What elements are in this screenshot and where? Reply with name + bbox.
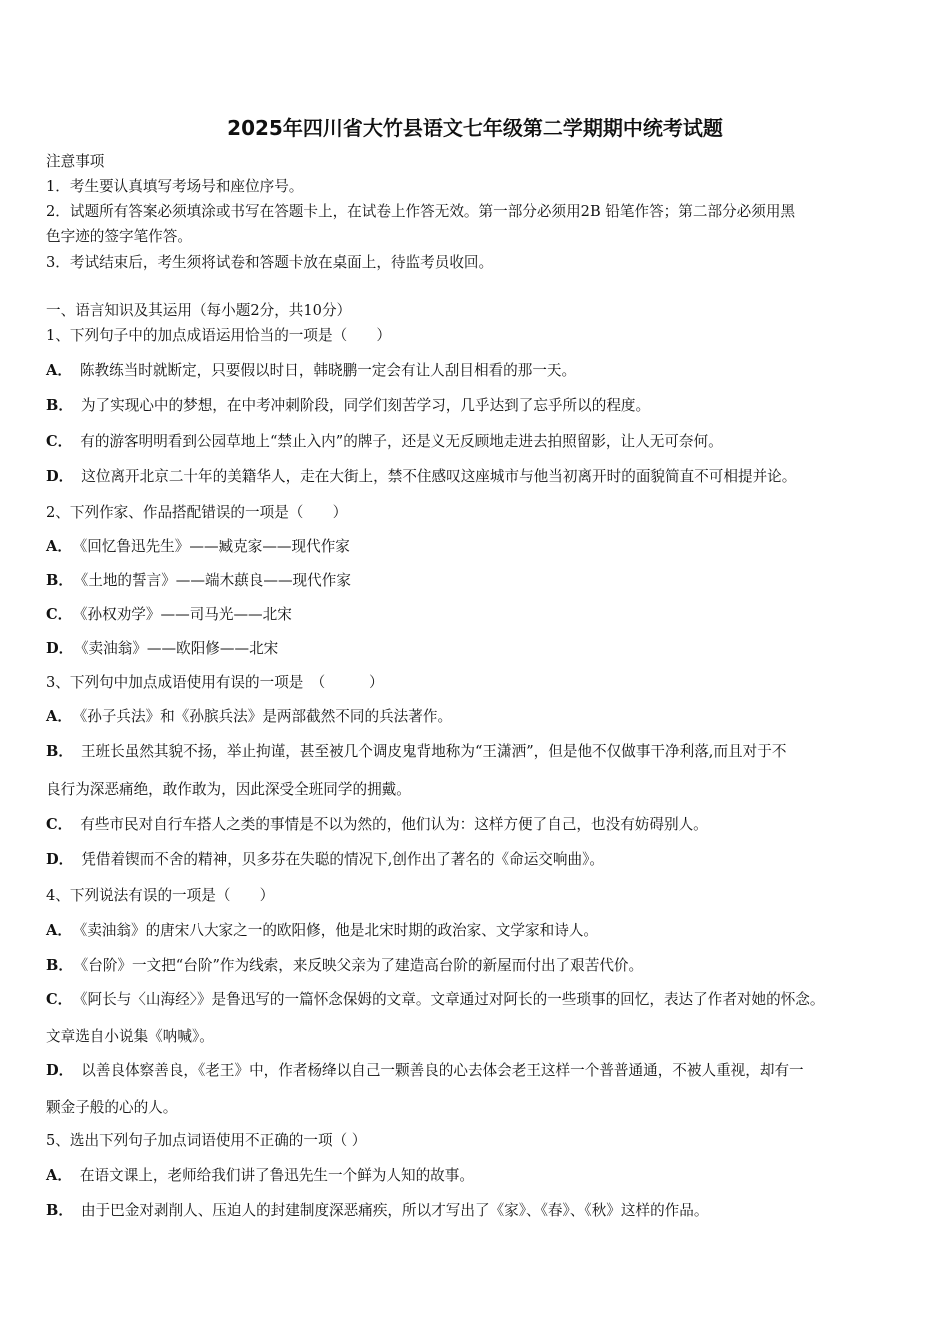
option-b [46, 1201, 908, 1221]
option-label: B． [46, 572, 73, 589]
option-text: 这位离开北京二十年的美籍华人，走在大街上，禁不住感叹这座城市与他当初离开时的面貌简直不可相提并论。 [81, 468, 797, 485]
question-stem: 3、下列句中加点成语使用有误的一项是 （ ） [46, 674, 384, 691]
option-label: C． [46, 816, 73, 833]
option-a [46, 707, 908, 727]
option-c-continuation: 文章选自小说集《呐喊》。 [46, 1028, 214, 1045]
option-b [46, 571, 908, 591]
option-d [46, 639, 908, 659]
option-label: D． [46, 468, 74, 485]
option-label: B． [46, 743, 73, 760]
notice-item-3: 3．考试结束后，考生须将试卷和答题卡放在桌面上，待监考员收回。 [46, 254, 494, 271]
option-b-continuation: 良行为深恶痛绝，敢作敢为，因此深受全班同学的拥戴。 [46, 781, 411, 798]
page-title: 2025年四川省大竹县语文七年级第二学期期中统考试题 [227, 116, 723, 140]
option-text: 凭借着锲而不舍的精神，贝多芬在失聪的情况下,创作出了著名的《命运交响曲》。 [81, 851, 604, 868]
option-c [46, 605, 908, 625]
option-text: 《阿长与〈山海经〉》是鲁迅写的一篇怀念保姆的文章。文章通过对阿长的一些琐事的回忆，表达了作者对她的怀念。 [80, 991, 825, 1008]
option-d [46, 467, 908, 487]
option-text: 《孙子兵法》和《孙膑兵法》是两部截然不同的兵法著作。 [79, 708, 453, 725]
option-d-continuation: 颗金子般的心的人。 [46, 1099, 178, 1116]
notice-heading: 注意事项 [46, 153, 105, 170]
question-stem: 1、下列句子中的加点成语运用恰当的一项是（ ） [46, 327, 391, 344]
option-label: A． [46, 708, 72, 725]
option-text: 由于巴金对剥削人、压迫人的封建制度深恶痛疾，所以才写出了《家》、《春》、《秋》这样的作品。 [80, 1202, 709, 1219]
option-text: 《回忆鲁迅先生》——臧克家——现代作家 [79, 538, 350, 555]
option-text: 《卖油翁》的唐宋八大家之一的欧阳修，他是北宋时期的政治家、文学家和诗人。 [79, 922, 599, 939]
option-label: D． [46, 851, 74, 868]
option-d [46, 850, 908, 870]
option-label: B． [46, 1202, 73, 1219]
option-label: C． [46, 433, 73, 450]
option-text: 《孙权劝学》——司马光——北宋 [80, 606, 292, 623]
option-label: A． [46, 1167, 72, 1184]
question-stem: 4、下列说法有误的一项是（ ） [46, 887, 275, 904]
option-text: 有些市民对自行车搭人之类的事情是不以为然的，他们认为：这样方便了自己，也没有妨碍别人。 [80, 816, 708, 833]
option-text: 《卖油翁》——欧阳修——北宋 [81, 640, 279, 657]
option-a [46, 921, 908, 941]
option-c [46, 990, 908, 1010]
notice-item-2-cont: 色字迹的签字笔作答。 [46, 228, 192, 245]
question-stem: 2、下列作家、作品搭配错误的一项是（ ） [46, 504, 348, 521]
option-b [46, 956, 908, 976]
question-stem: 5、选出下列句子加点词语使用不正确的一项（ ） [46, 1132, 367, 1149]
option-text: 以善良体察善良，《老王》中，作者杨绛以自己一颗善良的心去体会老王这样一个普普通通，不被人重视，却有一 [81, 1062, 804, 1079]
section-heading: 一、语言知识及其运用（每小题2分，共10分） [46, 302, 352, 319]
option-text: 在语文课上，老师给我们讲了鲁迅先生一个鲜为人知的故事。 [79, 1167, 474, 1184]
option-label: D． [46, 640, 74, 657]
option-text: 王班长虽然其貌不扬，举止拘谨，甚至被几个调皮鬼背地称为“王潇洒”，但是他不仅做事干净利落,而且对于不 [80, 743, 787, 760]
option-label: A． [46, 922, 72, 939]
option-a [46, 537, 908, 557]
option-text: 《台阶》一文把“台阶”作为线索，来反映父亲为了建造高台阶的新屋而付出了艰苦代价。 [80, 957, 644, 974]
option-text: 陈教练当时就断定，只要假以时日，韩晓鹏一定会有让人刮目相看的那一天。 [79, 362, 577, 379]
option-label: C． [46, 991, 73, 1008]
option-a [46, 1166, 908, 1186]
option-b [46, 396, 908, 416]
option-label: B． [46, 957, 73, 974]
option-label: A． [46, 538, 72, 555]
option-text: 有的游客明明看到公园草地上“禁止入内”的牌子，还是义无反顾地走进去拍照留影，让人无可奈何。 [80, 433, 723, 450]
option-text: 为了实现心中的梦想，在中考冲刺阶段，同学们刻苦学习，几乎达到了忘乎所以的程度。 [80, 397, 651, 414]
option-label: B． [46, 397, 73, 414]
option-b [46, 742, 908, 762]
option-c [46, 815, 908, 835]
notice-item-1: 1．考生要认真填写考场号和座位序号。 [46, 178, 304, 195]
notice-item-2: 2．试题所有答案必须填涂或书写在答题卡上，在试卷上作答无效。第一部分必须用2B 铅笔作答；第二部分必须用黑 [46, 203, 796, 220]
option-label: A． [46, 362, 72, 379]
option-label: C． [46, 606, 73, 623]
option-d [46, 1061, 908, 1081]
option-text: 《土地的誓言》——端木蕻良——现代作家 [80, 572, 351, 589]
option-c [46, 432, 908, 452]
option-a [46, 361, 908, 381]
option-label: D． [46, 1062, 74, 1079]
